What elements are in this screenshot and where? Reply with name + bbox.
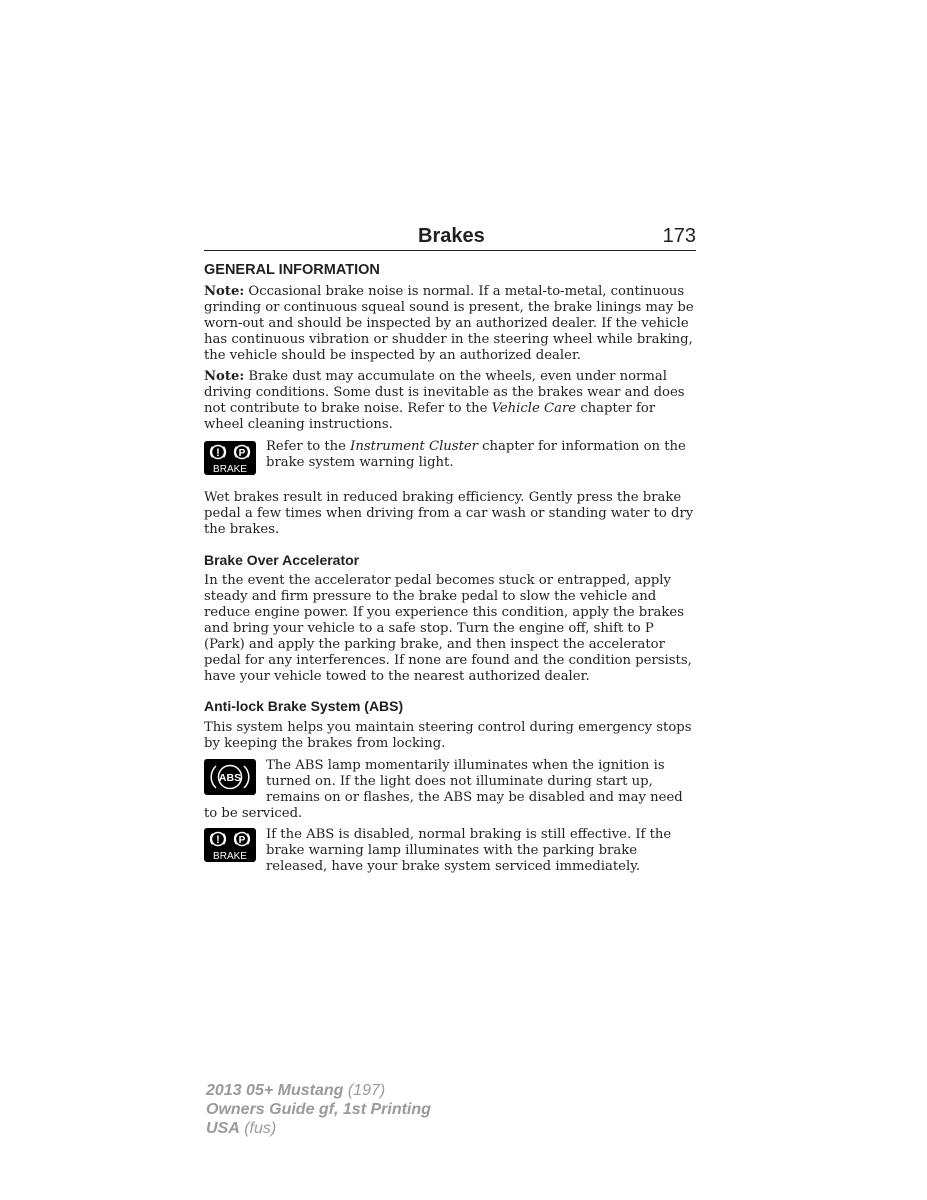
brake-warning-icon (204, 441, 256, 475)
abs-disabled-text: If the ABS is disabled, normal braking is still effective. If the brake warning lamp illuminates with the parking brake released, have your brake system serviced immediately. (266, 827, 672, 874)
brake-over-accelerator-paragraph: In the event the accelerator pedal becomes stuck or entrapped, apply steady and firm pressure to the brake pedal to slow the vehicle and reduce engine power. If you experience this condition, apply the brakes and bring your vehicle to a safe stop. Turn the engine off, shift to P (Park) and apply the parking brake, and then inspect the accelerator pedal for any interferences. If none are found and the condition persists, have your vehicle towed to the nearest authorized dealer. (204, 573, 692, 684)
abs-disabled-section (204, 827, 696, 879)
brake-warning-reference (204, 438, 696, 478)
footer-line-3 (206, 1119, 431, 1138)
footer-market: USA (206, 1120, 240, 1137)
note-brake-dust-text-a: Brake dust may accumulate on the wheels, even under normal driving conditions. Some dust is inevitable as the brakes wear and does not contribute to brake noise. Refer to the (204, 369, 685, 416)
abs-intro-paragraph: This system helps you maintain steering control during emergency stops by keeping the brakes from locking. (204, 720, 692, 751)
chapter-title: Brakes (418, 225, 485, 247)
page-header (204, 224, 696, 251)
footer-market-code: (fus) (239, 1120, 277, 1137)
svg-text:!: ! (216, 447, 220, 459)
note-brake-dust-text-b: chapter for wheel cleaning instructions. (204, 401, 656, 432)
brake-icon-label: BRAKE (213, 851, 247, 862)
abs-lamp-line-1: The ABS lamp momentarily illuminates when the ignition is (266, 758, 665, 773)
svg-text:!: ! (216, 834, 220, 846)
footer-model: 2013 05+ Mustang (206, 1082, 344, 1099)
vehicle-care-reference: Vehicle Care (491, 401, 577, 416)
abs-icon-label: ABS (218, 772, 242, 784)
print-footer (206, 1081, 431, 1138)
footer-model-code: (197) (343, 1082, 386, 1099)
heading-brake-over-accelerator: Brake Over Accelerator (204, 552, 360, 568)
note-brake-noise-text: Occasional brake noise is normal. If a metal-to-metal, continuous grinding or continuous squeal sound is present, the brake linings may be worn-out and should be inspected by an authorized dealer. If the vehicle has continuous vibration or shudder in the steering wheel while braking, the vehicle should be inspected by an authorized dealer. (204, 284, 694, 363)
heading-abs: Anti-lock Brake System (ABS) (204, 698, 404, 714)
brake-warning-text-a: Refer to the (266, 439, 351, 454)
footer-line-1 (206, 1081, 431, 1100)
abs-lamp-line-3: remains on or flashes, the ABS may be disabled and may need (266, 790, 683, 805)
heading-general-information: GENERAL INFORMATION (204, 262, 380, 278)
abs-lamp-tail: to be serviced. (204, 806, 303, 821)
page-number: 173 (662, 225, 696, 247)
brake-icon-label: BRAKE (213, 464, 247, 475)
note-brake-dust (204, 369, 696, 433)
abs-lamp-line-2: turned on. If the light does not illuminate during start up, (266, 774, 653, 789)
instrument-cluster-reference: Instrument Cluster (350, 439, 478, 454)
note-label: Note: (204, 284, 245, 299)
brake-warning-text-b: chapter for information on the brake system warning light. (266, 439, 686, 470)
abs-lamp-section (204, 758, 696, 824)
brake-warning-text (266, 439, 696, 471)
brake-warning-icon (204, 828, 256, 862)
note-label: Note: (204, 369, 245, 384)
wet-brakes-paragraph: Wet brakes result in reduced braking efficiency. Gently press the brake pedal a few times when driving from a car wash or standing water to dry the brakes. (204, 490, 694, 537)
footer-line-2: Owners Guide gf, 1st Printing (206, 1101, 431, 1118)
note-brake-noise (204, 284, 696, 364)
abs-warning-icon (204, 759, 256, 795)
svg-text:P: P (238, 448, 246, 459)
svg-text:P: P (238, 835, 246, 846)
